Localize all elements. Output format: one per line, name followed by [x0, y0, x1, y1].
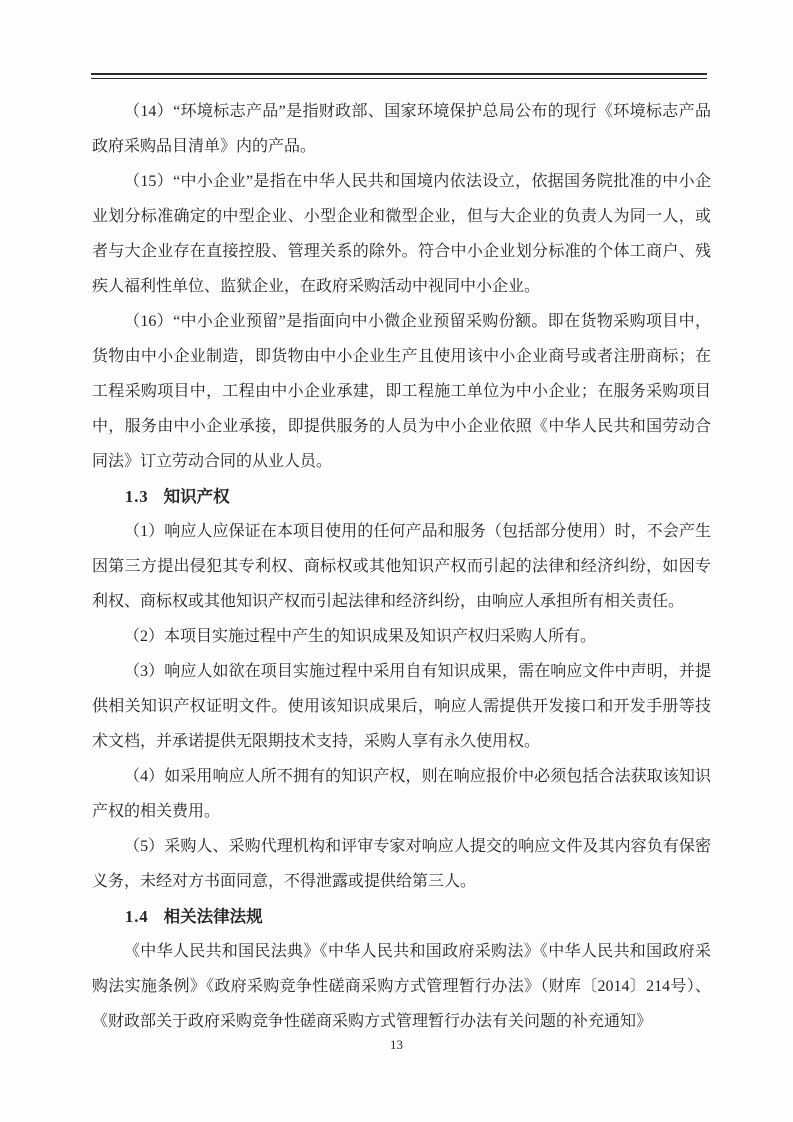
document-body — [92, 94, 711, 1039]
paragraph-ip-4: （4）如采用响应人所不拥有的知识产权，则在响应报价中必须包括合法获取该知识产权的相关费用。 — [92, 768, 711, 820]
section-heading-1-3 — [92, 479, 711, 514]
paragraph-definition-14: （14）“环境标志产品”是指财政部、国家环境保护总局公布的现行《环境标志产品政府采购品目清单》内的产品。 — [92, 103, 711, 155]
paragraph-ip-3: （3）响应人如欲在项目实施过程中采用自有知识成果，需在响应文件中声明，并提供相关知识产权证明文件。使用该知识成果后，响应人需提供开发接口和开发手册等技术文档，并承诺提供无限期技术支持，采购人享有永久使用权。 — [92, 663, 711, 750]
paragraph-ip-2: （2）本项目实施过程中产生的知识成果及知识产权归采购人所有。 — [124, 628, 597, 645]
paragraph-ip-1: （1）响应人应保证在本项目使用的任何产品和服务（包括部分使用）时，不会产生因第三方提出侵犯其专利权、商标权或其他知识产权而引起的法律和经济纠纷，如因专利权、商标权或其他知识产权而引起法律和经济纠纷，由响应人承担所有相关责任。 — [92, 523, 711, 610]
paragraph-definition-15: （15）“中小企业”是指在中华人民共和国境内依法设立，依据国务院批准的中小企业划分标准确定的中型企业、小型企业和微型企业，但与大企业的负责人为同一人，或者与大企业存在直接控股、管理关系的除外。符合中小企业划分标准的个体工商户、残疾人福利性单位、监狱企业，在政府采购活动中视同中小企业。 — [92, 173, 711, 295]
header-divider-rule — [91, 73, 707, 79]
page-number: 13 — [390, 1037, 403, 1052]
paragraph-ip-5: （5）采购人、采购代理机构和评审专家对响应人提交的响应文件及其内容负有保密义务，未经对方书面同意，不得泄露或提供给第三人。 — [92, 838, 711, 890]
section-number: 1.4 — [125, 907, 149, 926]
paragraph-laws-list: 《中华人民共和国民法典》《中华人民共和国政府采购法》《中华人民共和国政府采购法实施条例》《政府采购竞争性磋商采购方式管理暂行办法》（财库〔2014〕214号）、《财政部关于政府采购竞争性磋商采购方式管理暂行办法有关问题的补充通知》 — [92, 943, 711, 1030]
section-heading-1-4 — [92, 899, 711, 934]
paragraph-definition-16: （16）“中小企业预留”是指面向中小微企业预留采购份额。即在货物采购项目中，货物由中小企业制造，即货物由中小企业生产且使用该中小企业商号或者注册商标；在工程采购项目中，工程由中小企业承建，即工程施工单位为中小企业；在服务采购项目中，服务由中小企业承接，即提供服务的人员为中小企业依照《中华人民共和国劳动合同法》订立劳动合同的从业人员。 — [92, 313, 711, 470]
section-title: 相关法律法规 — [163, 907, 263, 926]
section-title: 知识产权 — [163, 487, 230, 506]
section-number: 1.3 — [125, 487, 149, 506]
